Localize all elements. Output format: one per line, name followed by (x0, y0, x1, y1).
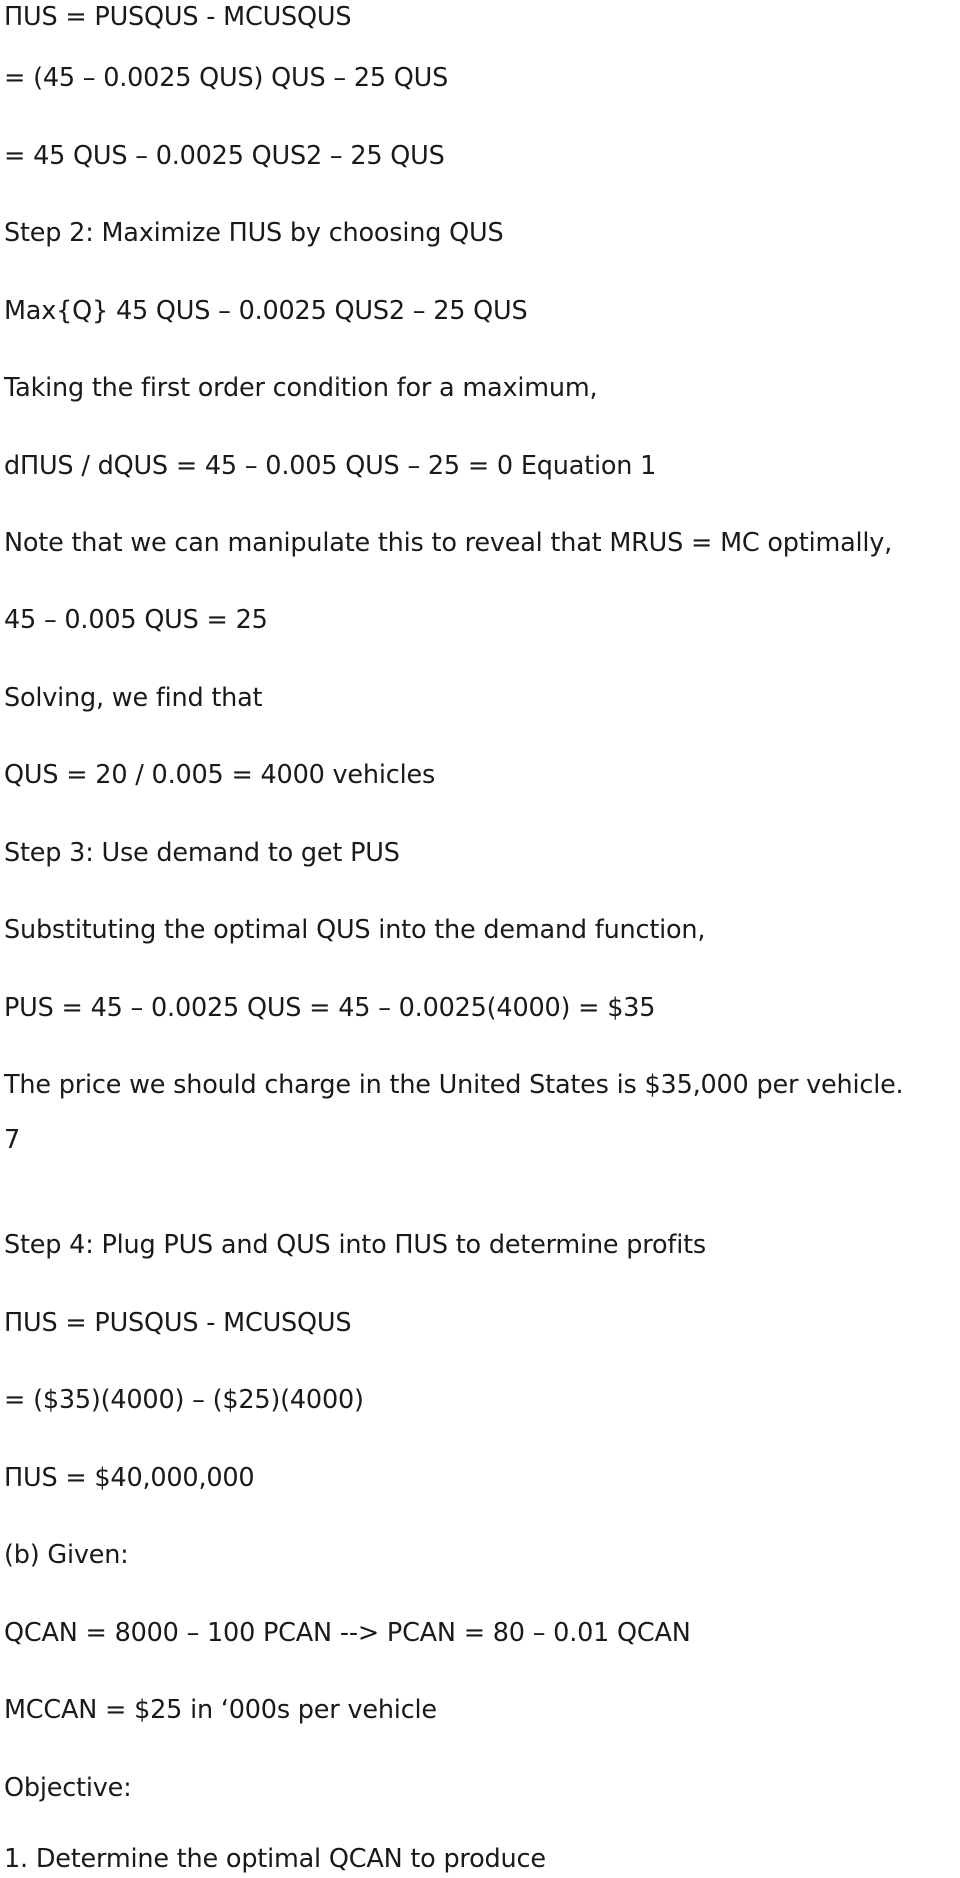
text-line: 45 – 0.005 QUS = 25 (4, 605, 268, 635)
text-line: PUS = 45 – 0.0025 QUS = 45 – 0.0025(4000) = $35 (4, 993, 656, 1023)
text-line: Solving, we find that (4, 683, 263, 713)
text-line: MCCAN = $25 in ‘000s per vehicle (4, 1695, 437, 1725)
text-line: (b) Given: (4, 1540, 129, 1570)
text-line: The price we should charge in the United States is $35,000 per vehicle. (4, 1070, 904, 1100)
text-line: 1. Determine the optimal QCAN to produce (4, 1844, 546, 1874)
page-number: 7 (4, 1125, 21, 1155)
text-line: ΠUS = PUSQUS - MCUSQUS (4, 2, 352, 32)
text-line: Step 2: Maximize ΠUS by choosing QUS (4, 218, 504, 248)
text-line: Step 3: Use demand to get PUS (4, 838, 400, 868)
text-line: = (45 – 0.0025 QUS) QUS – 25 QUS (4, 63, 449, 93)
text-line: Max{Q} 45 QUS – 0.0025 QUS2 – 25 QUS (4, 296, 528, 326)
text-line: Substituting the optimal QUS into the demand function, (4, 915, 706, 945)
text-line: dΠUS / dQUS = 45 – 0.005 QUS – 25 = 0 Equation 1 (4, 451, 657, 481)
text-line: Taking the first order condition for a maximum, (4, 373, 598, 403)
text-line: = ($35)(4000) – ($25)(4000) (4, 1385, 364, 1415)
text-line: QUS = 20 / 0.005 = 4000 vehicles (4, 760, 436, 790)
text-line: Note that we can manipulate this to reveal that MRUS = MC optimally, (4, 528, 893, 558)
text-line: Step 4: Plug PUS and QUS into ΠUS to determine profits (4, 1230, 706, 1260)
text-line: = 45 QUS – 0.0025 QUS2 – 25 QUS (4, 141, 445, 171)
text-line: ΠUS = PUSQUS - MCUSQUS (4, 1308, 352, 1338)
text-line: ΠUS = $40,000,000 (4, 1463, 255, 1493)
text-line: Objective: (4, 1773, 132, 1803)
text-line: QCAN = 8000 – 100 PCAN --> PCAN = 80 – 0.01 QCAN (4, 1618, 691, 1648)
